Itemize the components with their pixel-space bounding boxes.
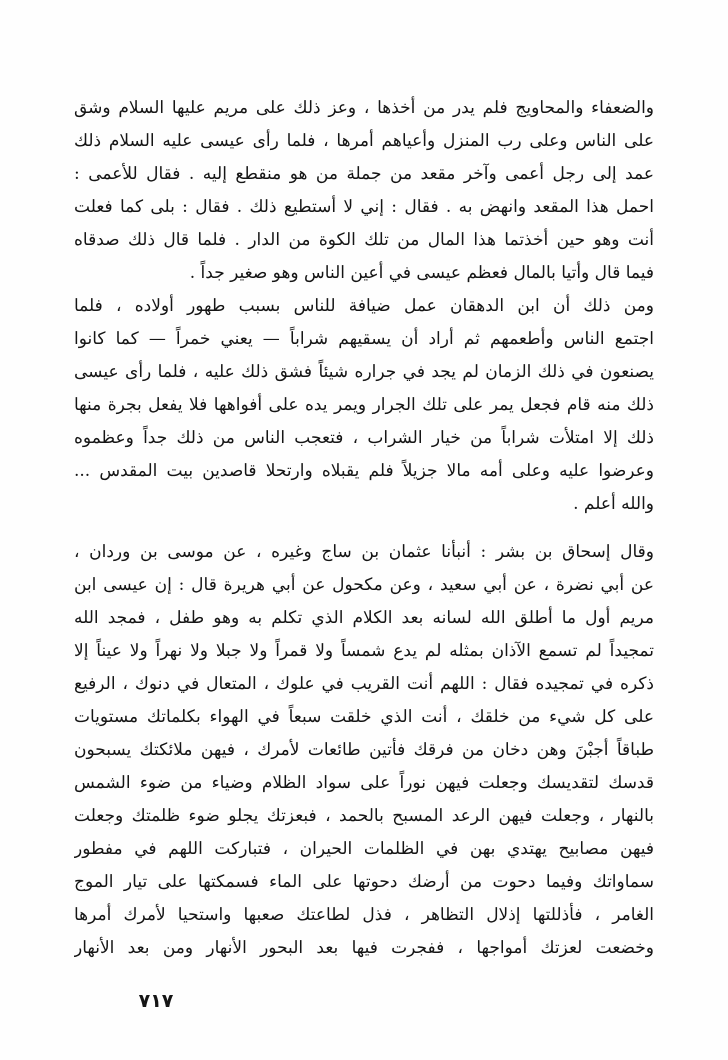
text-line: ومن ذلك أن ابن الدهقان عمل ضيافة للناس بسبب طهور أولاده ، فلما (74, 296, 654, 316)
text-line: فيما قال وأتيا بالمال فعظم عيسى في أعين الناس وهو صغير جداً . (189, 263, 654, 283)
paragraph-1 (74, 92, 654, 290)
page-number: ٧١٧ (138, 990, 174, 1012)
text-line: تمجيداً لم تسمع الآذان بمثله لم يدع شمساً ولا قمراً ولا جبلا ولا نهراً ولا عيناً إلا (74, 641, 654, 661)
text-line: سماواتك وفيما دحوت من أرضك دحوتها على الماء فسمكتها على تيار الموج (74, 872, 654, 892)
text-line: بالنهار ، وجعلت فيهن الرعد المسبح بالحمد ، فبعزتك يجلو ضوء ظلمتك وجعلت (74, 806, 654, 826)
paragraph-3 (74, 536, 654, 965)
text-line: على الناس وعلى رب المنزل وأعياهم أمرها ، فلما رأى عيسى عليه السلام ذلك (74, 131, 654, 151)
text-line: اجتمع الناس وأطعمهم ثم أراد أن يسقيهم شراباً — يعني خمراً — كما كانوا (74, 329, 654, 349)
text-line: والضعفاء والمحاويج فلم يدر من أخذها ، وعز ذلك على مريم عليها السلام وشق (74, 98, 654, 118)
text-line: أنت وهو حين أخذتما هذا المال من تلك الكوة من الدار . فلما قال ذلك صدقاه (74, 230, 654, 250)
text-line: فيهن مصابيح يهتدي بهن في الظلمات الحيران ، فتباركت اللهم في مفطور (74, 839, 654, 859)
text-line: مريم أول ما أطلق الله لسانه بعد الكلام الذي تكلم به وهو طفل ، فمجد الله (74, 608, 654, 628)
text-line: على كل شيء من خلقك ، أنت الذي خلقت سبعاً في الهواء بكلماتك مستويات (74, 707, 654, 727)
text-line: وعرضوا عليه وعلى أمه مالا جزيلاً فلم يقبلاه وارتحلا قاصدين بيت المقدس ... (74, 461, 654, 481)
text-line: طباقاً أجبْنَ وهن دخان من فرقك فأتين طائعات لأمرك ، فيهن ملائكتك يسبحون (74, 740, 654, 760)
text-line: ذلك إلا امتلأت شراباً من خيار الشراب ، فتعجب الناس من ذلك جداً وعظموه (74, 428, 654, 448)
text-line: عن أبي نضرة ، عن أبي سعيد ، وعن مكحول عن أبي هريرة قال : إن عيسى ابن (74, 575, 654, 595)
text-line: وقال إسحاق بن بشر : أنبأنا عثمان بن ساج وغيره ، عن موسى بن وردان ، (74, 542, 654, 562)
text-line: والله أعلم . (573, 494, 654, 514)
text-line: قدسك لتقديسك وجعلت فيهن نوراً على سواد الظلام وضياء من ضوء الشمس (74, 773, 654, 793)
paragraph-2 (74, 290, 654, 521)
text-line: وخضعت لعزتك أمواجها ، ففجرت فيها بعد البحور الأنهار ومن بعد الأنهار (74, 938, 654, 958)
text-line: عمد إلى رجل أعمى وآخر مقعد من جملة من هو منقطع إليه . فقال للأعمى : (74, 164, 654, 184)
text-line: يصنعون في ذلك الزمان لم يجد في جراره شيئاً فشق ذلك عليه ، فلما رأى عيسى (74, 362, 654, 382)
text-line: ذلك منه قام فجعل يمر على تلك الجرار ويمر يده على أفواهها فلا يفعل بجرة منها (74, 395, 654, 415)
text-line: احمل هذا المقعد وانهض به . فقال : إني لا أستطيع ذلك . فقال : بلى كما فعلت (74, 197, 654, 217)
text-line: الغامر ، فأذللتها إذلال التظاهر ، فذل لطاعتك صعبها واستحيا لأمرك أمرها (74, 905, 654, 925)
text-line: ذكره في تمجيده فقال : اللهم أنت القريب في علوك ، المتعال في دنوك ، الرفيع (74, 674, 654, 694)
